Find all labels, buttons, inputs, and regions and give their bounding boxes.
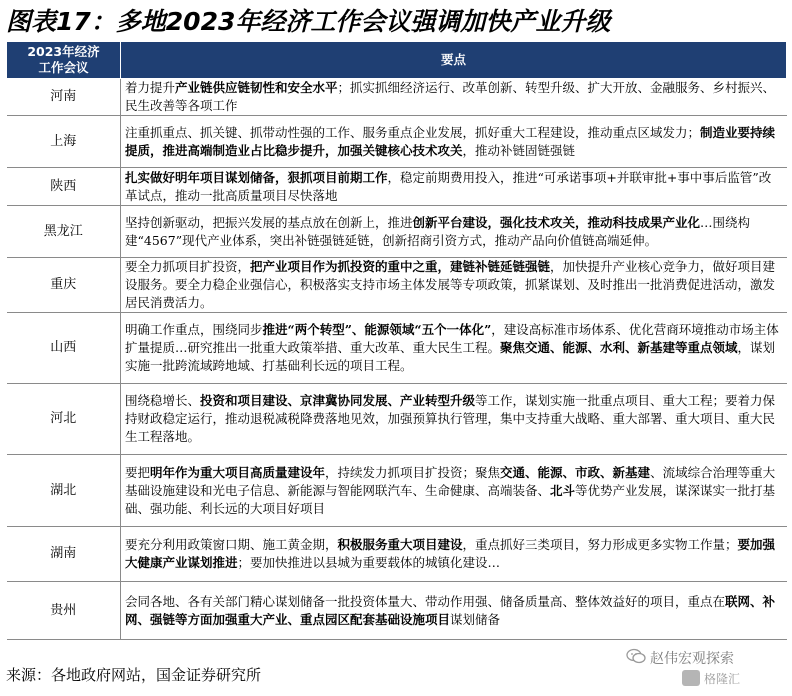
emphasis-text: 把产业项目作为抓投资的重中之重，建链补链延链强链 — [250, 259, 551, 274]
province-cell: 河南 — [7, 79, 121, 116]
table-row — [7, 116, 787, 168]
province-cell: 上海 — [7, 116, 121, 168]
key-points-cell — [121, 258, 787, 313]
header-key-points: 要点 — [121, 42, 787, 79]
body-text: 谋划储备 — [450, 611, 501, 627]
body-text: 围绕稳增长、 — [125, 393, 201, 408]
body-text: 会同各地、各有关部门精心谋划储备一批投资体量大、带动作用强、储备质量高、整体效益好的项目，重点在 — [125, 593, 726, 609]
body-text: 注重抓重点、抓关键、抓带动性强的工作、服务重点企业发展，抓好重大工程建设，推动重点区域发力； — [125, 124, 701, 140]
body-text: 要充分利用政策窗口期、施工黄金期， — [125, 537, 338, 552]
body-text: 着力提升 — [125, 80, 176, 95]
table-header-row — [7, 42, 787, 79]
emphasis-text: 交通、能源、市政、新基建 — [500, 464, 651, 480]
key-points-cell — [121, 168, 787, 206]
gelonghui-logo — [682, 670, 700, 686]
body-text: ，推动补链固链强链 — [462, 142, 576, 158]
emphasis-text: 产业链供应链韧性和安全水平 — [175, 80, 338, 95]
key-points-cell — [121, 582, 787, 640]
emphasis-text: 北斗 — [550, 482, 576, 498]
emphasis-text: 积极服务重大项目建设 — [337, 537, 463, 552]
body-text: ，建设高标准市场体系、优化营商环境推动市场主体扩量提质…研究推出一批重大政策举措、重大改革、重大民生工程。 — [125, 322, 779, 355]
body-text: 明确工作重点，围绕同步 — [125, 322, 263, 337]
table-row — [7, 455, 787, 527]
emphasis-text: 投资和项目建设、京津冀协同发展、产业转型升级 — [200, 393, 476, 408]
table-row — [7, 527, 787, 582]
body-text: ，谋划实施一批跨流域跨地域、打基础利长远的项目工程。 — [125, 340, 776, 373]
key-points-cell — [121, 206, 787, 258]
key-points-cell — [121, 116, 787, 168]
table-row — [7, 258, 787, 313]
emphasis-text: 要加强大健康产业谋划推进 — [125, 537, 776, 570]
table-row — [7, 582, 787, 640]
body-text: ，稳定前期费用投入，推进“可承诺事项+并联审批+事中事后监管”改革试点，推动一批高质量项目尽快落地 — [125, 169, 772, 203]
province-cell: 黑龙江 — [7, 206, 121, 258]
body-text: 坚持创新驱动，把振兴发展的基点放在创新上，推进 — [125, 214, 413, 230]
key-points-cell — [121, 313, 787, 384]
emphasis-text: 创新平台建设，强化技术攻关，推动科技成果产业化 — [412, 214, 701, 230]
province-cell: 贵州 — [7, 582, 121, 640]
body-text: 要把 — [125, 464, 151, 480]
body-text: 、流域综合治理等重大基础设施建设和光电子信息、新能源与智能网联汽车、生命健康、高端装备、 — [125, 464, 776, 498]
province-cell: 河北 — [7, 384, 121, 455]
emphasis-text: 推进“两个转型”、能源领域“五个一体化” — [262, 322, 492, 337]
province-cell: 陕西 — [7, 168, 121, 206]
province-cell: 山西 — [7, 313, 121, 384]
body-text: ；抓实抓细经济运行、改革创新、转型升级、扩大开放、金融服务、乡村振兴、民生改善等各项工作 — [125, 80, 776, 113]
policy-table — [6, 41, 787, 640]
key-points-cell — [121, 384, 787, 455]
body-text: ；要加快推进以县城为重要载体的城镇化建设… — [237, 555, 501, 570]
body-text: ，加快提升产业核心竞争力，做好项目建设服务。要全力稳企业强信心，积极落实支持市场主体发展等专项政策，抓紧谋划、及时推出一批消费促进活动，激发居民消费活力。 — [125, 259, 776, 310]
body-text: …围绕构建“4567”现代产业体系，突出补链强链延链，创新招商引资方式，推动产品向价值链高端延伸。 — [125, 214, 751, 248]
key-points-cell — [121, 79, 787, 116]
watermark-name: 赵伟宏观探索 — [650, 651, 734, 667]
table-row — [7, 79, 787, 116]
emphasis-text: 制造业要持续提质，推进高端制造业占比稳步提升，加强关键核心技术攻关 — [125, 124, 776, 158]
body-text: 等工作，谋划实施一批重点项目、重大工程；要着力保持财政稳定运行，推动退税减税降费落地见效，加强预算执行管理，集中支持重大战略、重大部署、重大项目、重大民生工程落地。 — [125, 393, 776, 444]
source-note: 来源：各地政府网站，国金证券研究所 — [6, 666, 262, 684]
emphasis-text: 联网、补网、强链等方面加强重大产业、重点园区配套基础设施项目 — [125, 593, 776, 627]
body-text: ，持续发力抓项目扩投资；聚焦 — [325, 464, 501, 480]
province-cell: 重庆 — [7, 258, 121, 313]
page-title: 图表17：多地2023年经济工作会议强调加快产业升级 — [6, 7, 611, 36]
table-row — [7, 384, 787, 455]
key-points-cell — [121, 455, 787, 527]
key-points-cell — [121, 527, 787, 582]
table-row — [7, 313, 787, 384]
body-text: 等优势产业发展，谋深谋实一批打基础、强功能、利长远的大项目好项目 — [125, 482, 776, 516]
header-meeting: 2023年经济 工作会议 — [7, 42, 121, 79]
watermark-site: 格隆汇 — [704, 672, 741, 686]
emphasis-text: 扎实做好明年项目谋划储备，狠抓项目前期工作 — [125, 169, 388, 185]
table-row — [7, 206, 787, 258]
emphasis-text: 聚焦交通、能源、水利、新基建等重点领域 — [500, 340, 738, 355]
body-text: ，重点抓好三类项目，努力形成更多实物工作量； — [462, 537, 738, 552]
body-text: 要全力抓项目扩投资， — [125, 259, 251, 274]
watermark — [616, 646, 786, 692]
province-cell: 湖南 — [7, 527, 121, 582]
table-row — [7, 168, 787, 206]
province-cell: 湖北 — [7, 455, 121, 527]
wechat-icon — [626, 648, 646, 664]
emphasis-text: 明年作为重大项目高质量建设年 — [150, 464, 326, 480]
